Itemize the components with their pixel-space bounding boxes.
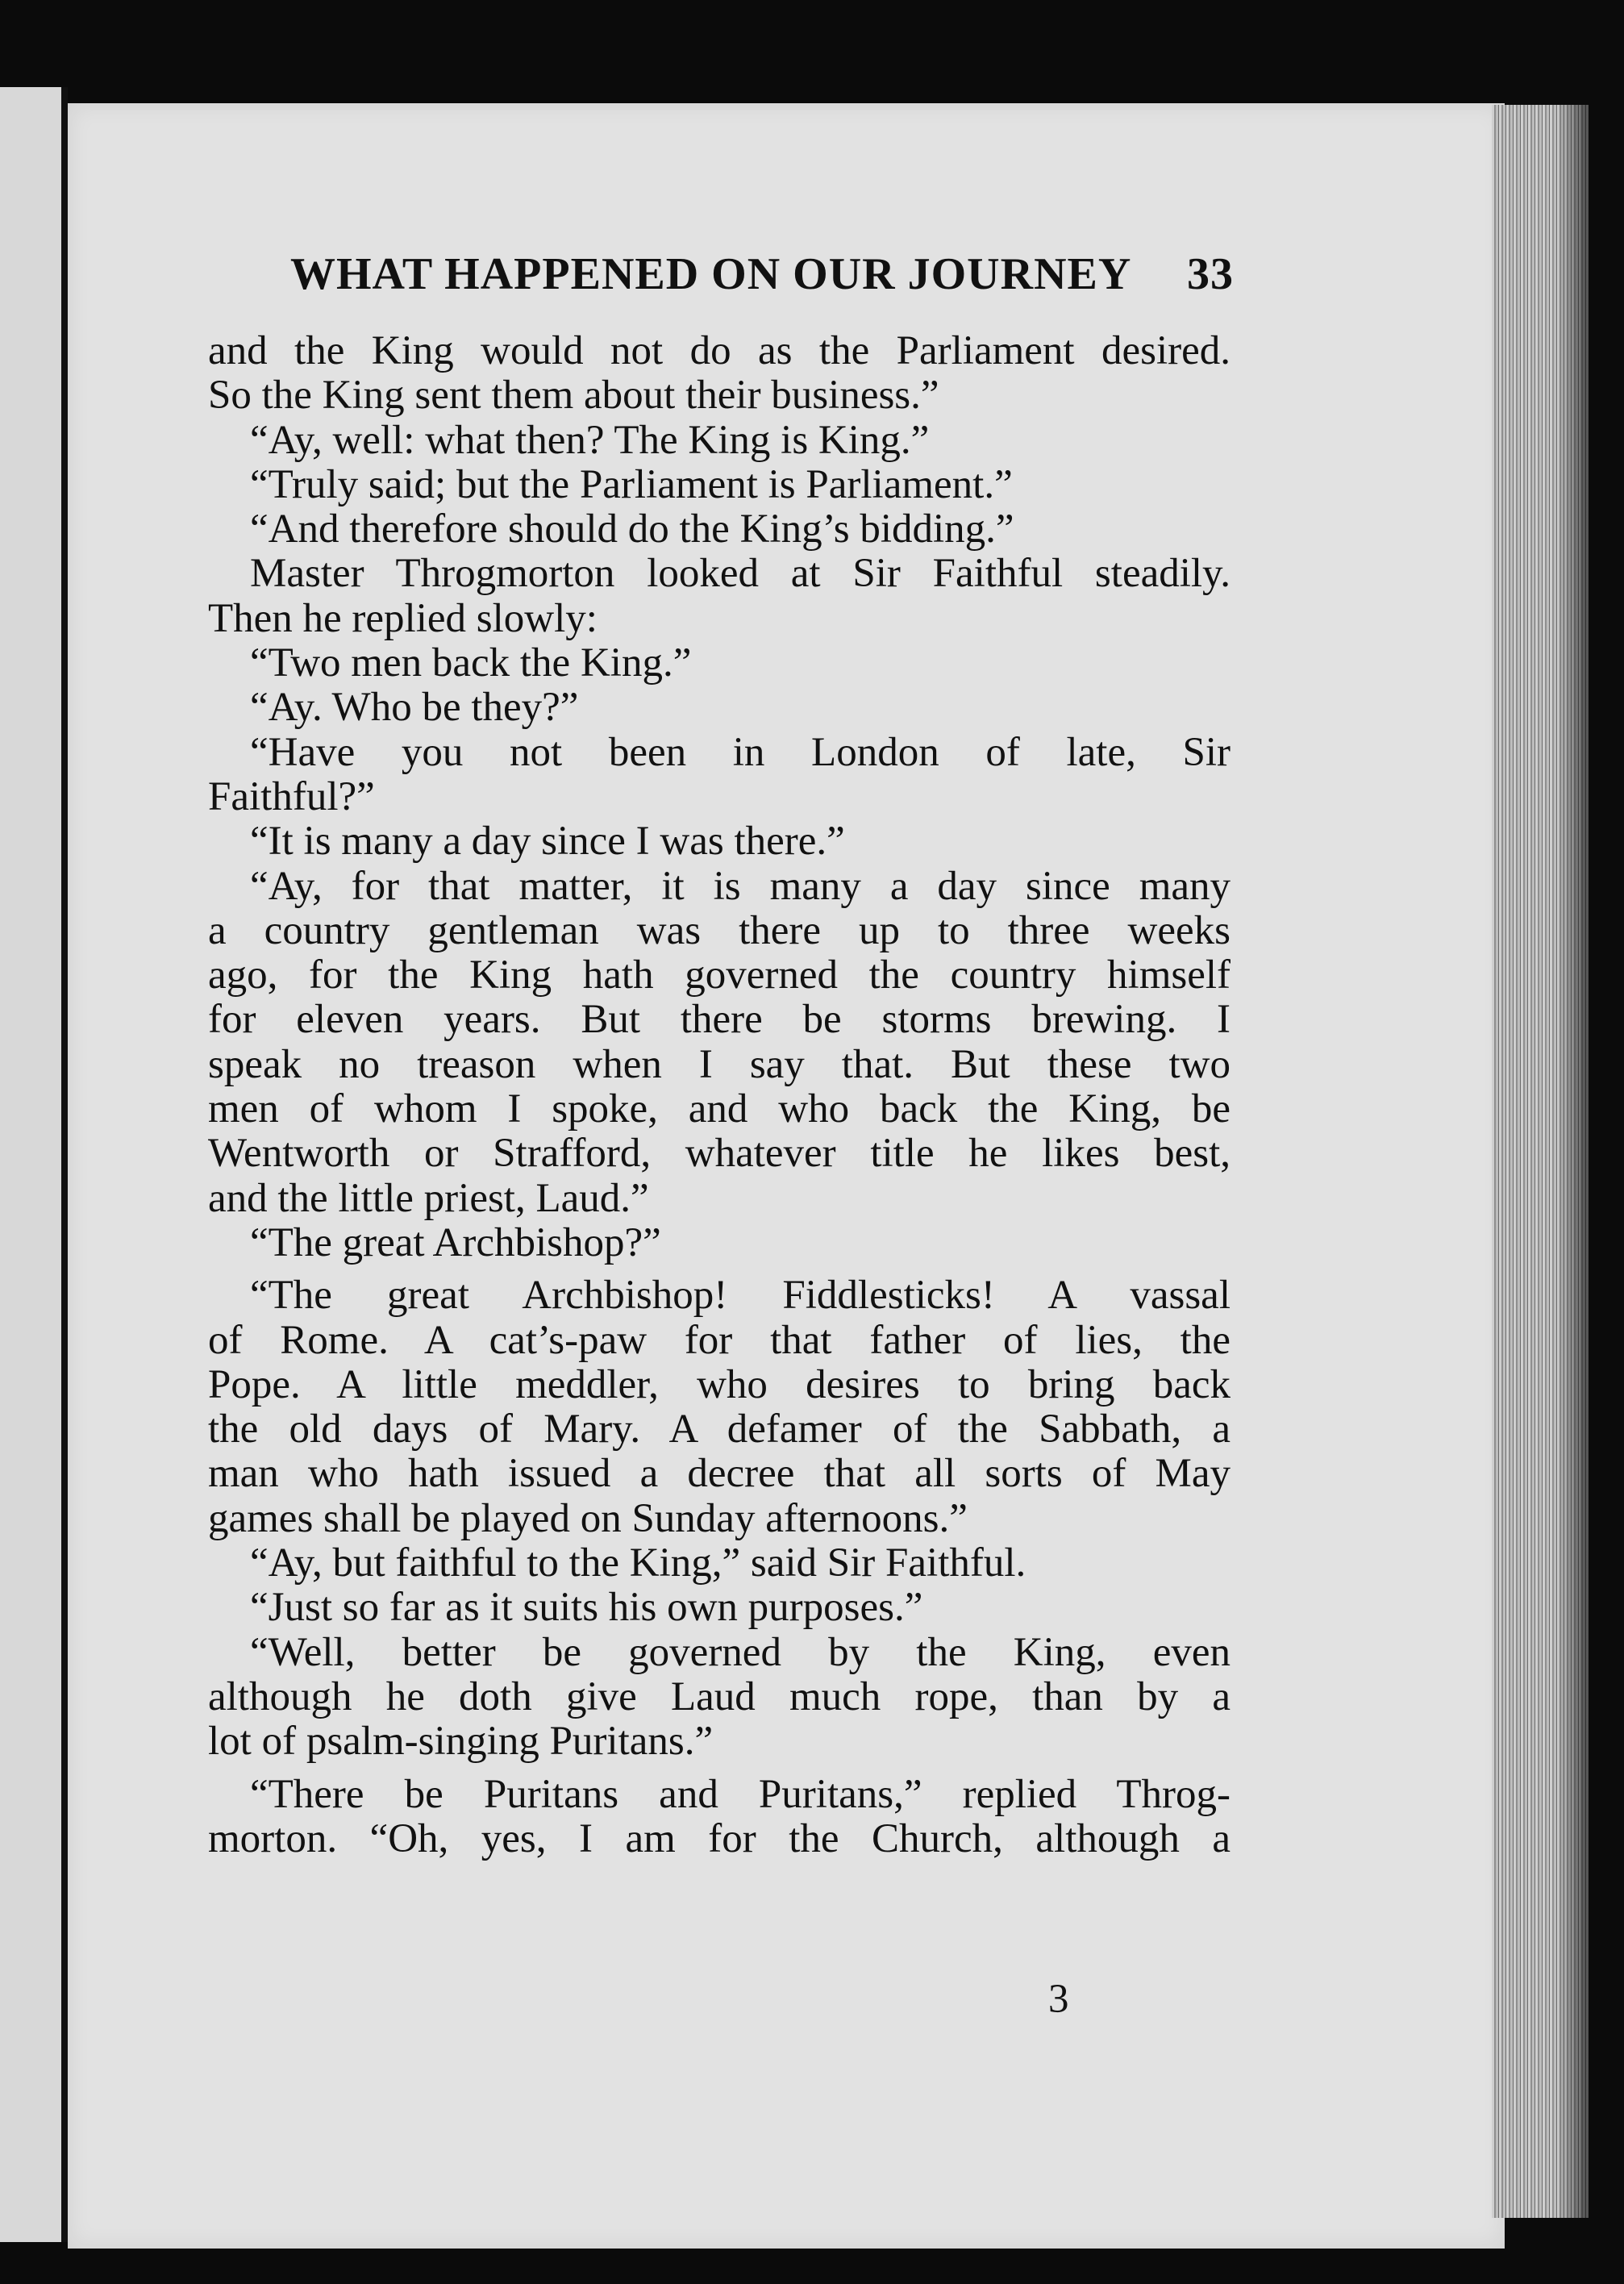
text-line: “Ay, but faithful to the King,” said Sir Faithful. [250,1540,1026,1586]
text-line: and the King would not do as the Parliament desired. [208,328,1230,373]
text-line: Then he replied slowly: [208,595,598,641]
text-line: and the little priest, Laud.” [208,1175,649,1221]
text-line: “Ay. Who be they?” [250,685,579,731]
text-line: “It is many a day since I was there.” [250,819,845,865]
text-line: “Truly said; but the Parliament is Parliament.” [250,461,1013,507]
text-line: lot of psalm-singing Puritans.” [208,1719,714,1765]
text-line: games shall be played on Sunday afternoons.” [208,1495,968,1541]
text-line: “There be Puritans and Puritans,” replied Throg- [250,1771,1230,1817]
text-line: “Well, better be governed by the King, even [250,1629,1230,1675]
page-edges-shadow [1556,105,1589,2218]
text-line: men of whom I spoke, and who back the King, be [208,1086,1230,1132]
text-line: the old days of Mary. A defamer of the Sabbath, a [208,1407,1230,1453]
text-line: man who hath issued a decree that all sorts of May [208,1451,1230,1497]
text-line: speak no treason when I say that. But these two [208,1041,1230,1087]
text-line: Master Throgmorton looked at Sir Faithful steadily. [250,551,1230,597]
text-line: Wentworth or Strafford, whatever title he likes best, [208,1131,1230,1177]
text-line: although he doth give Laud much rope, than by a [208,1673,1230,1719]
page-edges [1492,105,1589,2218]
body-text [208,329,1230,1861]
text-line: “The great Archbishop! Fiddlesticks! A vassal [250,1273,1230,1319]
text-line: ago, for the King hath governed the country himself [208,952,1230,998]
text-line: a country gentleman was there up to three weeks [208,907,1230,953]
text-line: “And therefore should do the King’s bidding.” [250,506,1014,552]
text-line: Faithful?” [208,773,375,819]
running-header [290,248,1234,300]
text-line: “Ay, well: what then? The King is King.” [250,417,930,463]
text-line: of Rome. A cat’s-paw for that father of lies, the [208,1317,1230,1363]
page-number: 33 [1187,249,1234,299]
text-line: morton. “Oh, yes, I am for the Church, although a [208,1815,1230,1861]
text-line: “Ay, for that matter, it is many a day since many [250,863,1230,909]
text-line: for eleven years. But there be storms brewing. I [208,997,1230,1043]
text-line: “Just so far as it suits his own purposes.” [250,1585,923,1631]
text-line: “Have you not been in London of late, Sir [250,729,1230,775]
text-line: So the King sent them about their business.” [208,373,939,419]
book-gutter [61,87,68,2242]
left-page-edge [0,87,68,2242]
signature-mark: 3 [1048,1977,1069,2022]
running-title: WHAT HAPPENED ON OUR JOURNEY [290,249,1132,299]
text-line: “Two men back the King.” [250,640,692,686]
text-line: “The great Archbishop?” [250,1219,661,1265]
text-line: Pope. A little meddler, who desires to bring back [208,1361,1230,1407]
